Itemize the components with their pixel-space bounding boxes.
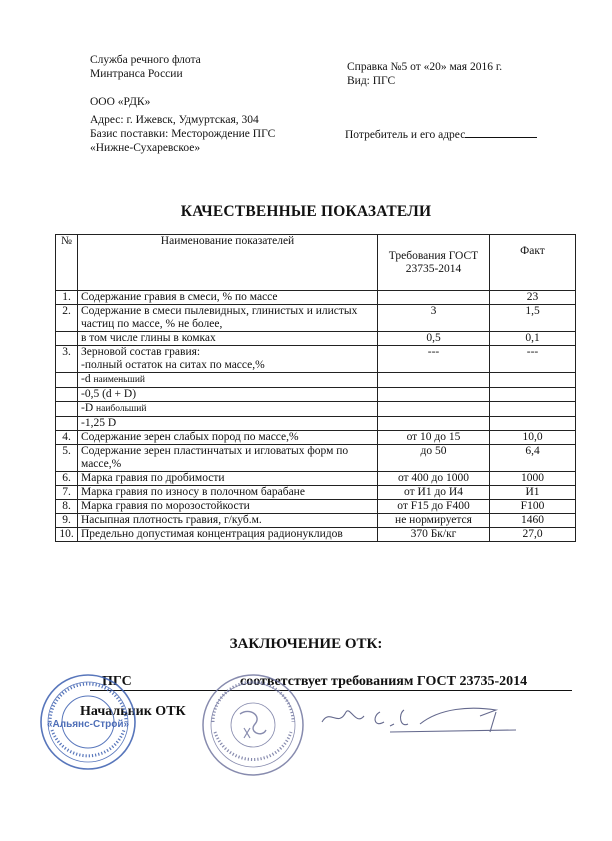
company-name: ООО «РДК» — [90, 96, 151, 108]
row-req: до 50 — [378, 445, 490, 472]
row-name: Марка гравия по износу в полочном барабане — [78, 486, 378, 500]
table-row — [56, 402, 576, 417]
row-num — [56, 332, 78, 346]
company-basis: Базис поставки: Месторождение ПГС — [90, 128, 276, 140]
conclusion-text: соответствует требованиям ГОСТ 23735-2014 — [240, 674, 528, 689]
signature-icon — [320, 698, 520, 738]
certificate-number: Справка №5 от «20» мая 2016 г. — [347, 61, 503, 73]
issuer-line: Служба речного флота — [90, 54, 201, 66]
row-fact: 0,1 — [490, 332, 576, 346]
row-name: в том числе глины в комках — [78, 332, 378, 346]
row-name: Содержание зерен пластинчатых и игловатых форм по массе,% — [78, 445, 378, 472]
header-req: Требования ГОСТ 23735-2014 — [378, 235, 490, 291]
row-fact: F100 — [490, 500, 576, 514]
row-num: 3. — [56, 346, 78, 373]
table-row — [56, 373, 576, 388]
row-name: Марка гравия по морозостойкости — [78, 500, 378, 514]
row-fact: И1 — [490, 486, 576, 500]
quality-table — [55, 234, 576, 542]
issuer-block — [90, 53, 201, 81]
row-name: -d — [81, 373, 91, 385]
table-row — [56, 305, 576, 332]
row-name-small: наибольший — [96, 404, 147, 414]
row-fact: 1460 — [490, 514, 576, 528]
row-req — [378, 291, 490, 305]
header-num: № — [56, 235, 78, 291]
seal-center-text: «Альянс-Строй» — [46, 719, 130, 730]
consumer-label: Потребитель и его адрес — [345, 129, 466, 141]
row-num: 1. — [56, 291, 78, 305]
chief-title: Начальник ОТК — [80, 704, 186, 719]
row-num: 4. — [56, 431, 78, 445]
company-address: Адрес: г. Ижевск, Удмуртская, 304 — [90, 114, 259, 126]
row-fact: 1000 — [490, 472, 576, 486]
page-title: КАЧЕСТВЕННЫЕ ПОКАЗАТЕЛИ — [180, 203, 432, 220]
row-name: Содержание гравия в смеси, % по массе — [78, 291, 378, 305]
row-req: от 10 до 15 — [378, 431, 490, 445]
row-num: 7. — [56, 486, 78, 500]
row-name: Содержание в смеси пылевидных, глинистых и илистых частиц по массе, % не более, — [78, 305, 378, 332]
table-row — [56, 388, 576, 402]
table-row — [56, 445, 576, 472]
row-num: 2. — [56, 305, 78, 332]
table-header-row — [56, 235, 576, 291]
row-num: 10. — [56, 528, 78, 542]
header-name: Наименование показателей — [78, 235, 378, 291]
row-req: 3 — [378, 305, 490, 332]
company-deposit: «Нижне-Сухаревское» — [90, 142, 201, 154]
issuer-line: Минтранса России — [90, 68, 183, 80]
row-fact: 10,0 — [490, 431, 576, 445]
row-name: Насыпная плотность гравия, г/куб.м. — [78, 514, 378, 528]
row-req: от F15 до F400 — [378, 500, 490, 514]
row-num: 5. — [56, 445, 78, 472]
table-row — [56, 514, 576, 528]
conclusion-product: ПГС — [102, 674, 132, 689]
row-fact: --- — [490, 346, 576, 373]
row-name-cell — [78, 346, 378, 373]
otk-seal-icon — [200, 672, 306, 778]
table-row — [56, 431, 576, 445]
row-num: 6. — [56, 472, 78, 486]
row-name: -1,25 D — [78, 417, 378, 431]
row-num: 8. — [56, 500, 78, 514]
table-row — [56, 332, 576, 346]
row-req: 370 Бк/кг — [378, 528, 490, 542]
row-name: Марка гравия по дробимости — [78, 472, 378, 486]
row-name-sub: -полный остаток на ситах по массе,% — [81, 359, 265, 371]
consumer-block — [345, 127, 537, 142]
row-req: --- — [378, 346, 490, 373]
row-name: -0,5 (d + D) — [78, 388, 378, 402]
row-req: 0,5 — [378, 332, 490, 346]
row-req: от 400 до 1000 — [378, 472, 490, 486]
row-name: Содержание зерен слабых пород по массе,% — [78, 431, 378, 445]
row-fact: 23 — [490, 291, 576, 305]
row-name: Зерновой состав гравия: — [81, 346, 201, 358]
table-row — [56, 417, 576, 431]
conclusion-title: ЗАКЛЮЧЕНИЕ ОТК: — [229, 636, 383, 652]
row-name-cell — [78, 402, 378, 417]
table-row — [56, 528, 576, 542]
company-seal-icon — [38, 672, 138, 772]
certificate-block — [347, 60, 502, 88]
row-num: 9. — [56, 514, 78, 528]
table-row — [56, 486, 576, 500]
row-name: -D — [81, 402, 94, 414]
row-fact: 27,0 — [490, 528, 576, 542]
row-req: от И1 до И4 — [378, 486, 490, 500]
certificate-type: Вид: ПГС — [347, 75, 396, 87]
row-req: не нормируется — [378, 514, 490, 528]
header-fact: Факт — [490, 235, 576, 291]
table-row — [56, 500, 576, 514]
table-row — [56, 346, 576, 373]
consumer-blank — [465, 127, 537, 138]
row-fact: 1,5 — [490, 305, 576, 332]
row-name-small: наименьший — [93, 375, 145, 385]
table-row — [56, 472, 576, 486]
company-block — [90, 95, 275, 155]
table-row — [56, 291, 576, 305]
conclusion-rule — [90, 690, 572, 691]
row-name-cell — [78, 373, 378, 388]
row-fact: 6,4 — [490, 445, 576, 472]
row-name: Предельно допустимая концентрация радионуклидов — [78, 528, 378, 542]
